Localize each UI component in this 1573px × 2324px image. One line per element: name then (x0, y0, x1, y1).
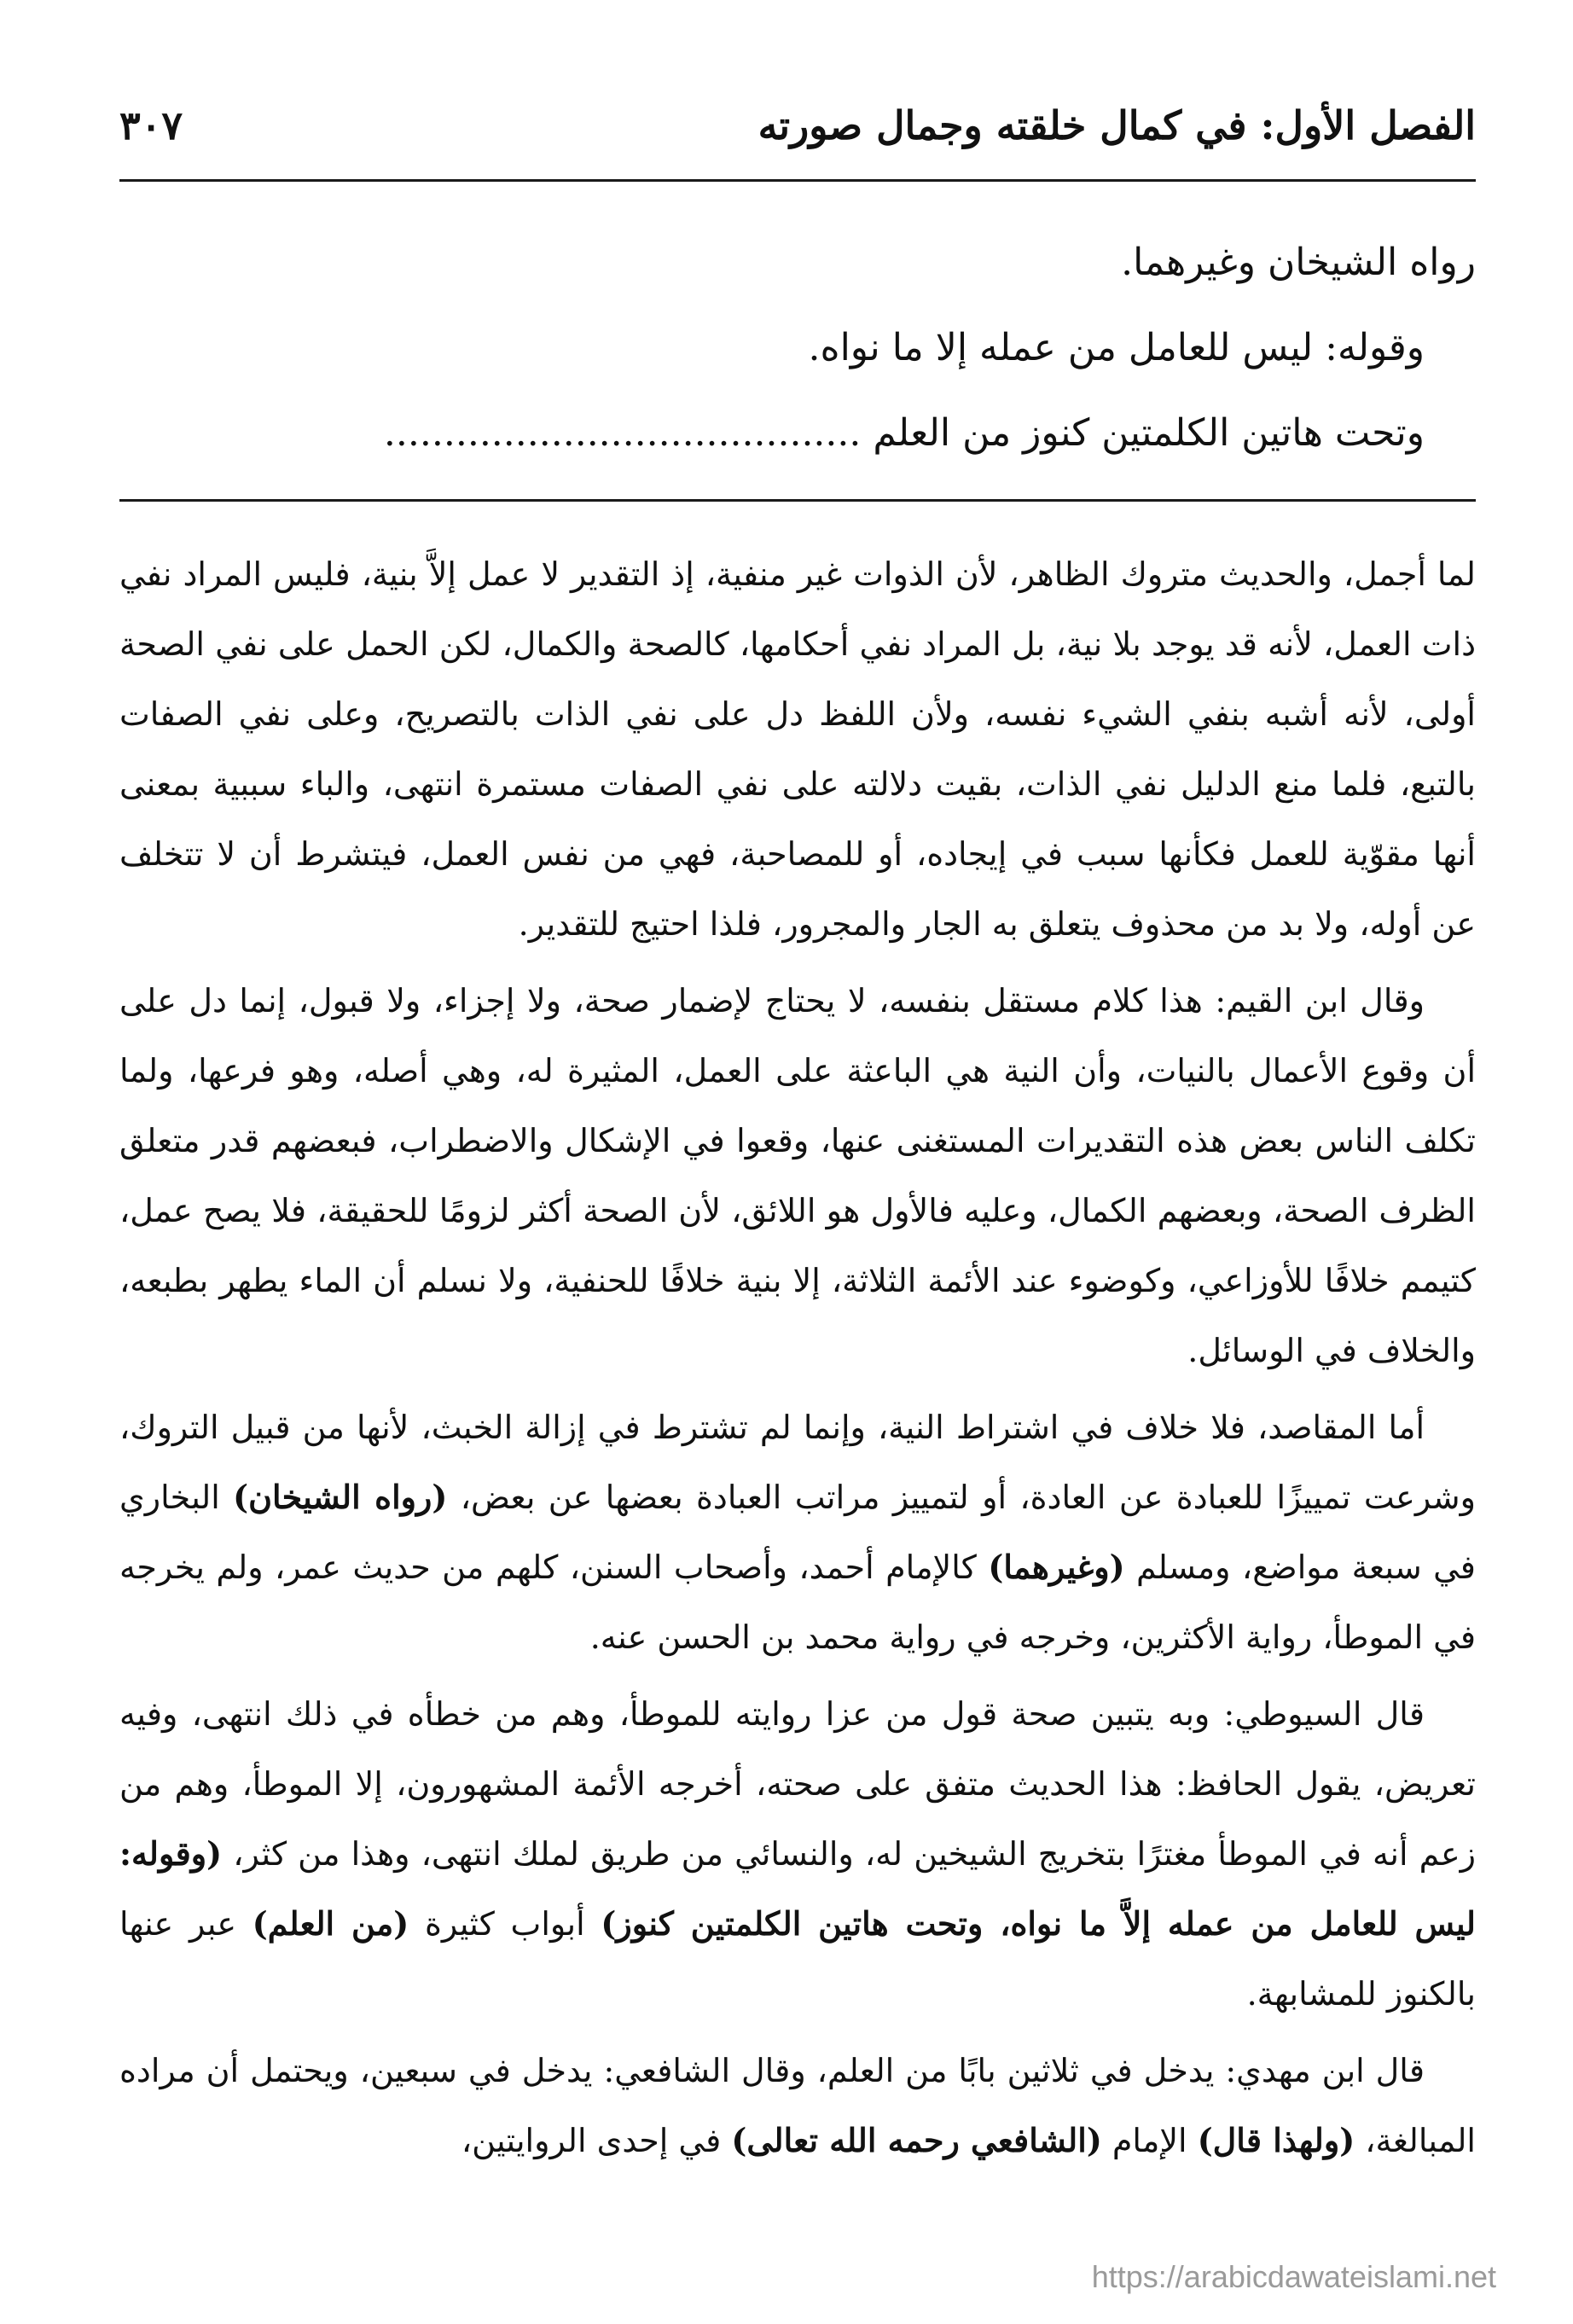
ellipsis-dots: ........................................ (383, 411, 862, 455)
paragraph-text: عبر عنها بالكنوز للمشابهة. (119, 1905, 1476, 2013)
matn-line (119, 391, 1476, 476)
quoted-matn: (الشافعي رحمه الله تعالى) (731, 2121, 1102, 2159)
chapter-title: الفصل الأول: في كمال خلقته وجمال صورته (757, 102, 1476, 148)
commentary (119, 539, 1476, 2176)
quoted-matn: (من العلم) (252, 1904, 409, 1943)
commentary-paragraph (119, 2036, 1476, 2176)
matn-line: وقوله: ليس للعامل من عمله إلا ما نواه. (808, 326, 1425, 369)
main-text (119, 220, 1476, 476)
text-divider (119, 499, 1476, 502)
paragraph-text: الإمام (1112, 2122, 1187, 2159)
quoted-matn: (وقوله: ليس للعامل من عمله إلاَّ ما نواه، وتحت هاتين الكلمتين كنوز) (119, 1834, 1476, 1943)
page-number: ٣٠٧ (119, 102, 183, 148)
paragraph-text: أما المقاصد، فلا خلاف في اشتراط النية، وإنما لم تشترط في إزالة الخبث، لأنها من قبيل التروك، وشرعت تمييزًا للعبادة عن العادة، أو لتمييز مراتب العبادة بعضها عن بعض، (119, 1409, 1477, 1516)
commentary-paragraph (119, 1392, 1476, 1672)
commentary-paragraph (119, 1679, 1476, 2029)
header-divider (119, 179, 1476, 182)
quoted-matn: (وغيرهما) (988, 1548, 1125, 1586)
paragraph-text: قال ابن مهدي: يدخل في ثلاثين بابًا من العلم، وقال الشافعي: يدخل في سبعين، ويحتمل أن مراده المبالغة، (119, 2052, 1476, 2159)
page-header (119, 102, 1476, 171)
paragraph-text: كالإمام أحمد، وأصحاب السنن، كلهم من حديث عمر، ولم يخرجه في الموطأ، رواية الأكثرين، وخرجه في رواية محمد بن الحسن عنه. (119, 1548, 1476, 1656)
matn-text: وتحت هاتين الكلمتين كنوز من العلم (873, 411, 1425, 455)
watermark-url: https://arabicdawateislami.net (1091, 2259, 1496, 2294)
commentary-paragraph: وقال ابن القيم: هذا كلام مستقل بنفسه، لا يحتاج لإضمار صحة، ولا إجزاء، ولا قبول، إنما دل على أن وقوع الأعمال بالنيات، وأن النية هي الباعثة على العمل، المثيرة له، وهي أصله، وهو فرعها، ولما تكلف الناس بعض هذه التقديرات المستغنى عنها، وقعوا في الإشكال والاضطراب، فبعضهم قدر متعلق الظرف الصحة، وبعضهم الكمال، وعليه فالأول هو اللائق، لأن الصحة أكثر لزومًا للحقيقة، فلا يصح عمل، كتيمم خلافًا للأوزاعي، وكوضوء عند الأئمة الثلاثة، إلا بنية خلافًا للحنفية، ولا نسلم أن الماء يطهر بطبعه، والخلاف في الوسائل. (119, 982, 1476, 1369)
paragraph-text: أبواب كثيرة (424, 1905, 585, 1943)
paragraph-text: قال السيوطي: وبه يتبين صحة قول من عزا روايته للموطأ، وهم من خطأه في ذلك انتهى، وفيه تعريض، يقول الحافظ: هذا الحديث متفق على صحته، أخرجه الأئمة المشهورون، إلا الموطأ، وهم من زعم أنه في الموطأ مغترًا بتخريج الشيخين له، والنسائي من طريق لملك انتهى، وهذا من كثر، (119, 1695, 1476, 1873)
matn-line: رواه الشيخان وغيرهما. (1121, 241, 1476, 284)
quoted-matn: (رواه الشيخان) (233, 1478, 448, 1516)
paragraph-text: البخاري في سبعة مواضع، ومسلم (119, 1479, 1476, 1586)
quoted-matn: (ولهذا قال) (1197, 2121, 1355, 2159)
commentary-paragraph: لما أجمل، والحديث متروك الظاهر، لأن الذوات غير منفية، إذ التقدير لا عمل إلاَّ بنية، فليس المراد نفي ذات العمل، لأنه قد يوجد بلا نية، بل المراد نفي أحكامها، كالصحة والكمال، لكن الحمل على نفي الصحة أولى، لأنه أشبه بنفي الشيء نفسه، ولأن اللفظ دل على نفي الذات بالتصريح، وعلى نفي الصفات بالتبع، فلما منع الدليل نفي الذات، بقيت دلالته على نفي الصفات مستمرة انتهى، والباء سببية بمعنى أنها مقوّية للعمل فكأنها سبب في إيجاده، أو للمصاحبة، فهي من نفس العمل، فيتشرط أن لا تتخلف عن أوله، ولا بد من محذوف يتعلق به الجار والمجرور، فلذا احتيج للتقدير. (119, 555, 1476, 943)
paragraph-text: في إحدى الروايتين، (461, 2122, 722, 2159)
